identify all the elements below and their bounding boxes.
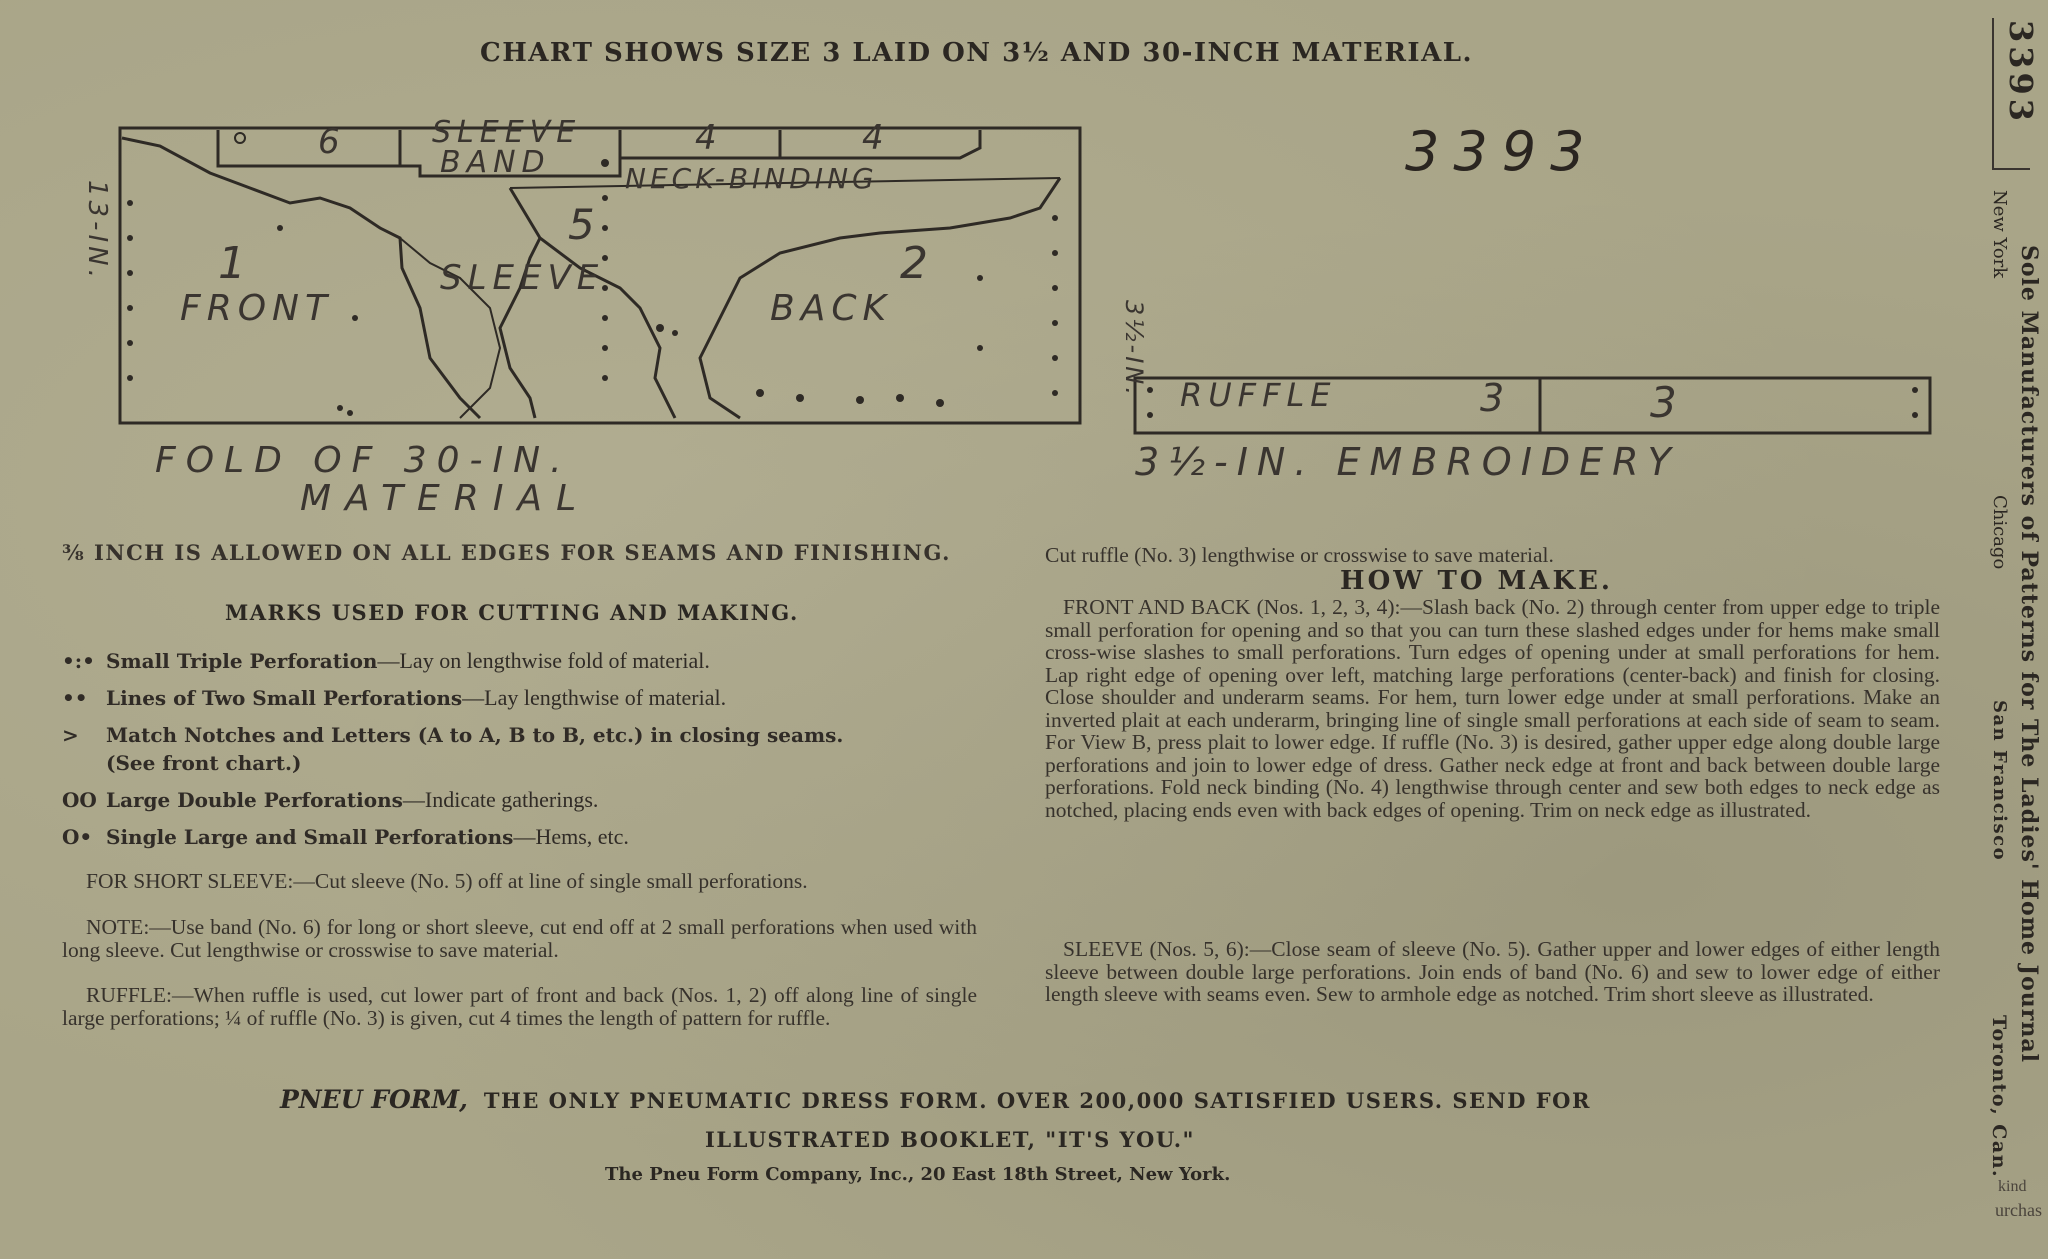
sleeve-band-label-1: SLEEVE <box>432 115 582 150</box>
city-new-york: New York <box>1989 190 2010 279</box>
seam-allowance-note: ⅜ INCH IS ALLOWED ON ALL EDGES FOR SEAMS AND FINISHING. <box>62 540 951 565</box>
width-note-ruffle: 3½-IN. <box>1120 300 1148 398</box>
marks-heading: MARKS USED FOR CUTTING AND MAKING. <box>225 600 799 625</box>
corner-number: 3393 <box>2002 20 2040 126</box>
mark-bold: Large Double Perforations <box>106 788 403 812</box>
footer-text-1: THE ONLY PNEUMATIC DRESS FORM. OVER 200,000 SATISFIED USERS. SEND FOR <box>483 1088 1591 1113</box>
front-back-instructions: FRONT AND BACK (Nos. 1, 2, 3, 4):—Slash back (No. 2) through center from upper edge to triple small perforation for opening and so that you can turn these slashed edges under for hems make small cross-wise slashes to small perforations. Turn edges of opening under at small perforations for hem. Lap right edge of opening over left, matching large perforations (center-back) and finish for closing. Close shoulder and underarm seams. For hem, turn lower edge under at small perforations. Make an inverted plait at each underarm, bringing line of single small perforations at each side of seam to seam. For View B, press plait to lower edge. If ruffle (No. 3) is desired, gather upper edge along double large perforations and join to lower edge of dress. Gather neck edge at front and back between double large perforations. Fold neck binding (No. 4) lengthwise through center and sew both edges to neck edge as notched, placing ends even with back edges of opening. Trim on neck edge as illustrated. <box>1045 595 1940 822</box>
company-address: The Pneu Form Company, Inc., 20 East 18th Street, New York. <box>605 1164 1231 1185</box>
back-label: BACK <box>770 288 893 329</box>
ruffle-number-a: 3 <box>1480 376 1511 420</box>
ruffle-label: RUFFLE <box>1180 376 1337 414</box>
mark-row <box>62 750 301 776</box>
footer-line-1 <box>280 1085 1591 1114</box>
embroidery-note: 3½-IN. EMBROIDERY <box>1135 440 1680 484</box>
mark-row <box>62 685 726 711</box>
mark-plain: —Lay on lengthwise fold of material. <box>377 648 710 673</box>
ruffle-number-b: 3 <box>1650 378 1683 427</box>
fold-note-2: MATERIAL <box>300 478 591 519</box>
mark-bold: (See front chart.) <box>106 751 302 775</box>
mark-bold: Match Notches and Letters (A to A, B to B, etc.) in closing seams. <box>106 723 844 747</box>
chart-title: CHART SHOWS SIZE 3 LAID ON 3½ AND 30-INCH MATERIAL. <box>480 38 1474 68</box>
single-large-small-perforation-icon: O• <box>62 825 93 849</box>
mark-bold: Single Large and Small Perforations <box>106 825 514 849</box>
how-to-make-heading: HOW TO MAKE. <box>1340 566 1613 596</box>
mark-row <box>62 824 629 850</box>
mark-plain: —Lay lengthwise of material. <box>462 685 727 710</box>
city-san-francisco: San Francisco <box>1989 700 2010 862</box>
two-perforations-icon: •• <box>62 686 88 710</box>
width-note-left: 13-IN. <box>82 180 112 282</box>
fold-note-1: FOLD OF 30-IN. <box>155 440 572 481</box>
sleeve-instructions: SLEEVE (Nos. 5, 6):—Close seam of sleeve (No. 5). Gather upper and lower edges of either length sleeve between double large perforations. Join ends of band (No. 6) and sew to lower edge of either length sleeve with seams even. Sew to armhole edge as notched. Trim short sleeve as illustrated. <box>1045 937 1940 1006</box>
brand-name: PNEU FORM, <box>280 1085 468 1114</box>
neck-binding-number-b: 4 <box>862 118 890 158</box>
manufacturers-line: Sole Manufacturers of Patterns for The Ladies' Home Journal <box>2016 245 2042 1063</box>
mark-bold: Small Triple Perforation <box>106 649 378 673</box>
double-large-perforation-icon: OO <box>62 788 97 812</box>
sleeve-number: 5 <box>568 200 601 249</box>
short-sleeve-note: FOR SHORT SLEEVE:—Cut sleeve (No. 5) off at line of single small perforations. <box>86 869 808 893</box>
mark-row <box>62 722 843 748</box>
mark-bold: Lines of Two Small Perforations <box>106 686 463 710</box>
margin-fragment-2: urchas <box>1995 1200 2042 1220</box>
margin-fragment-1: kind <box>1998 1178 2027 1195</box>
city-toronto: Toronto, Can. <box>1988 1015 2010 1179</box>
notch-icon: > <box>62 723 79 747</box>
mark-row <box>62 648 710 674</box>
ruffle-cut-note: Cut ruffle (No. 3) lengthwise or crosswise to save material. <box>1045 543 1554 567</box>
band-note: NOTE:—Use band (No. 6) for long or short sleeve, cut end off at 2 small perforations when used with long sleeve. Cut lengthwise or crosswise to save material. <box>62 915 977 962</box>
city-chicago: Chicago <box>1989 495 2010 570</box>
ruffle-note: RUFFLE:—When ruffle is used, cut lower part of front and back (Nos. 1, 2) off along line of single large perforations; ¼ of ruffle (No. 3) is given, cut 4 times the length of pattern for ruffle. <box>62 983 977 1030</box>
mark-row <box>62 787 598 813</box>
neck-binding-number-a: 4 <box>695 118 723 158</box>
mark-plain: —Indicate gatherings. <box>402 787 599 812</box>
triple-perforation-icon: •:• <box>62 649 95 673</box>
front-number: 1 <box>218 238 252 289</box>
sleeve-label: SLEEVE <box>440 258 605 298</box>
neck-binding-label: NECK-BINDING <box>625 162 878 195</box>
pattern-number: 3393 <box>1405 120 1599 183</box>
mark-plain: —Hems, etc. <box>513 824 629 849</box>
back-number: 2 <box>900 238 934 289</box>
sleeve-band-number: 6 <box>318 122 346 162</box>
front-label: FRONT <box>180 288 333 329</box>
sleeve-band-label-2: BAND <box>440 145 551 180</box>
footer-text-2: ILLUSTRATED BOOKLET, "IT'S YOU." <box>705 1127 1195 1152</box>
front-outline <box>122 138 480 418</box>
